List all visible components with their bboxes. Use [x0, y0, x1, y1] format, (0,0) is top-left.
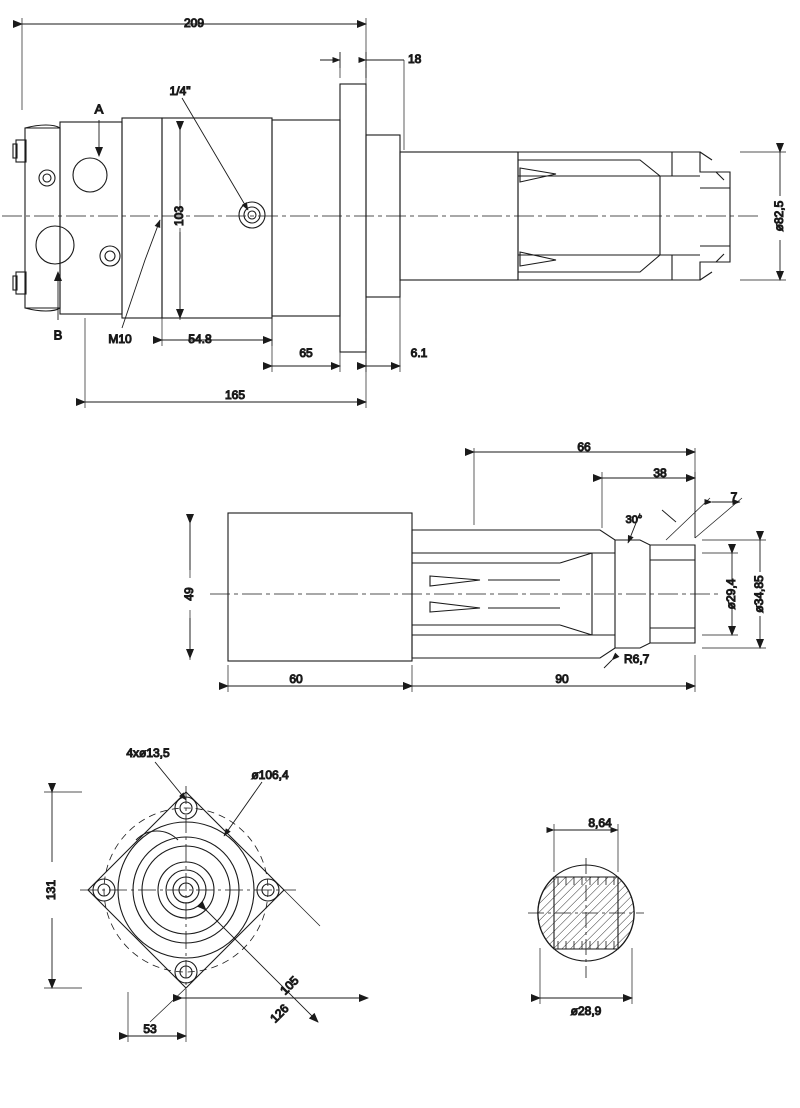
- dim-diameter-29-4: ø29,4: [724, 578, 739, 610]
- label-B: B: [53, 327, 63, 343]
- dim-103: 103: [172, 205, 187, 227]
- label-quarter-inch-port: 1/4": [169, 84, 191, 99]
- dim-8-64: 8,64: [588, 816, 612, 831]
- dim-90: 90: [555, 672, 569, 687]
- dim-diameter-34-85: ø34,85: [752, 575, 767, 613]
- flange-front-view: [44, 762, 368, 1042]
- side-view-assembly: [2, 18, 786, 408]
- label-M10: M10: [108, 332, 132, 347]
- dim-7: 7: [730, 490, 738, 505]
- dim-53: 53: [143, 1022, 157, 1037]
- dim-diameter-28-9: ø28,9: [570, 1004, 602, 1019]
- dim-18: 18: [408, 52, 422, 67]
- shaft-detail-view: [190, 448, 766, 692]
- dim-60: 60: [289, 672, 303, 687]
- dim-4x-diameter-13-5: 4xø13,5: [126, 746, 170, 761]
- dim-66: 66: [577, 440, 591, 455]
- label-R6-7: R6,7: [624, 652, 650, 667]
- label-30-degrees: 30°: [625, 513, 643, 526]
- dim-126: 126: [267, 1001, 292, 1026]
- dim-131: 131: [44, 879, 59, 901]
- dim-65: 65: [299, 346, 313, 361]
- dim-49: 49: [182, 587, 197, 601]
- dim-6-1: 6.1: [410, 346, 428, 361]
- dim-diameter-82-5: ø82,5: [772, 200, 787, 232]
- dim-165: 165: [224, 388, 246, 403]
- dim-diameter-106-4: ø106,4: [251, 768, 289, 783]
- dim-38: 38: [653, 466, 667, 481]
- dim-54-8: 54.8: [188, 332, 212, 347]
- shaft-section-view: [528, 824, 644, 1004]
- dim-105: 105: [277, 973, 302, 998]
- label-A: A: [94, 101, 104, 117]
- dim-209: 209: [183, 16, 205, 31]
